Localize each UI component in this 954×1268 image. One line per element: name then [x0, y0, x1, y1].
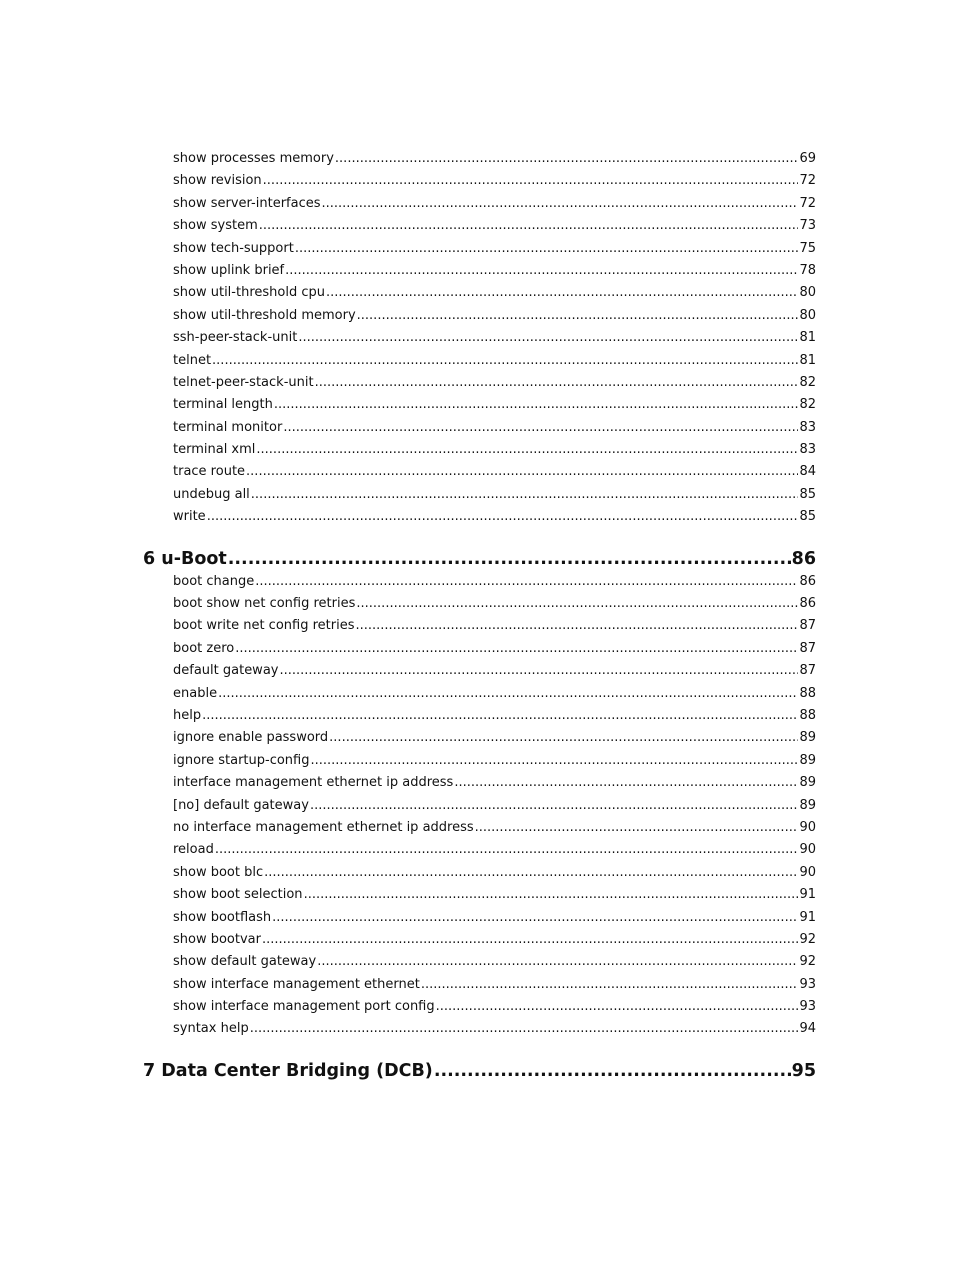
toc-entry-title: undebug all — [173, 486, 250, 502]
dot-leader — [335, 148, 799, 170]
toc-entry-title: show revision — [173, 173, 262, 189]
toc-entry-title: telnet — [173, 352, 212, 368]
toc-entry-title: show tech-support — [173, 240, 294, 256]
toc-entry-row[interactable] — [143, 862, 816, 884]
toc-entry-row[interactable] — [143, 327, 816, 349]
toc-entry-row[interactable] — [143, 996, 816, 1018]
toc-entry-title: show bootvar — [173, 931, 261, 947]
toc-entry-title: terminal monitor — [173, 419, 283, 435]
toc-entry-page-number: 83 — [799, 442, 816, 458]
dot-leader — [264, 862, 798, 884]
dot-leader — [283, 417, 798, 439]
table-of-contents — [143, 148, 816, 1083]
toc-entry-title: ignore startup-config — [173, 752, 310, 768]
toc-entry-page-number: 88 — [799, 707, 816, 723]
toc-chapter-title: 6 u-Boot — [143, 548, 227, 569]
toc-entry-row[interactable] — [143, 660, 816, 682]
toc-entry-page-number: 90 — [799, 842, 816, 858]
toc-entry-title: boot write net config retries — [173, 618, 355, 634]
toc-entry-title: show util-threshold cpu — [173, 285, 325, 301]
toc-entry-page-number: 94 — [799, 1021, 816, 1037]
toc-entry-row[interactable] — [143, 705, 816, 727]
toc-entry-title: show interface management port config — [173, 999, 435, 1015]
toc-entry-page-number: 87 — [799, 663, 816, 679]
toc-entry-page-number: 80 — [799, 307, 816, 323]
dot-leader — [434, 1059, 791, 1083]
toc-entry-title: enable — [173, 685, 218, 701]
dot-leader — [317, 951, 798, 973]
toc-entry-row[interactable] — [143, 974, 816, 996]
toc-entry-page-number: 80 — [799, 285, 816, 301]
toc-entry-page-number: 90 — [799, 864, 816, 880]
dot-leader — [262, 929, 798, 951]
dot-leader — [310, 795, 799, 817]
toc-entry-page-number: 93 — [799, 976, 816, 992]
dot-leader — [212, 350, 798, 372]
dot-leader — [255, 571, 798, 593]
dot-leader — [246, 461, 798, 483]
toc-entry-title: boot show net config retries — [173, 596, 356, 612]
toc-entry-title: boot zero — [173, 640, 235, 656]
toc-entry-title: show processes memory — [173, 151, 334, 166]
dot-leader — [295, 238, 799, 260]
toc-entry-page-number: 89 — [799, 775, 816, 791]
toc-entry-page-number: 72 — [799, 173, 816, 189]
toc-entry-row[interactable] — [143, 260, 816, 282]
toc-entry-row[interactable] — [143, 170, 816, 192]
toc-entry-page-number: 75 — [799, 240, 816, 256]
toc-entry-row[interactable] — [143, 727, 816, 749]
toc-entry-page-number: 85 — [799, 486, 816, 502]
toc-chapter-title: 7 Data Center Bridging (DCB) — [143, 1060, 433, 1081]
toc-chapter-page-number: 95 — [791, 1060, 816, 1081]
toc-entry-title: show default gateway — [173, 954, 317, 970]
dot-leader — [272, 907, 798, 929]
toc-entry-row[interactable] — [143, 907, 816, 929]
dot-leader — [436, 996, 799, 1018]
toc-entry-row[interactable] — [143, 839, 816, 861]
dot-leader — [315, 372, 799, 394]
toc-entry-page-number: 72 — [799, 195, 816, 211]
toc-entry-page-number: 87 — [799, 640, 816, 656]
toc-entry-page-number: 91 — [799, 909, 816, 925]
toc-entry-row[interactable] — [143, 305, 816, 327]
toc-chapter-page-number: 86 — [791, 548, 816, 569]
toc-entry-title: no interface management ethernet ip address — [173, 819, 474, 835]
toc-entry-row[interactable] — [143, 615, 816, 637]
toc-entry-title: show interface management ethernet — [173, 976, 420, 992]
toc-entry-row[interactable] — [143, 282, 816, 304]
dot-leader — [355, 615, 798, 637]
dot-leader — [259, 215, 799, 237]
dot-leader — [251, 484, 799, 506]
toc-entry-row[interactable] — [143, 372, 816, 394]
toc-entry-row[interactable] — [143, 439, 816, 461]
toc-entry-row[interactable] — [143, 884, 816, 906]
toc-entry-row[interactable] — [143, 929, 816, 951]
toc-entry-row[interactable] — [143, 238, 816, 260]
toc-entry-title: telnet-peer-stack-unit — [173, 374, 314, 390]
toc-entry-page-number: 83 — [799, 419, 816, 435]
toc-entry-page-number: 81 — [799, 352, 816, 368]
toc-entry-page-number: 81 — [799, 330, 816, 346]
toc-entry-row[interactable] — [143, 215, 816, 237]
toc-entry-title: show boot selection — [173, 887, 303, 903]
dot-leader — [356, 593, 798, 615]
toc-entry-page-number: 78 — [799, 262, 816, 278]
toc-entry-title: interface management ethernet ip address — [173, 775, 454, 791]
toc-entry-page-number: 92 — [799, 954, 816, 970]
toc-entry-page-number: 85 — [799, 509, 816, 525]
dot-leader — [322, 193, 799, 215]
dot-leader — [304, 884, 799, 906]
toc-entry-page-number: 73 — [799, 218, 816, 234]
toc-entry-title: show server-interfaces — [173, 195, 321, 211]
dot-leader — [329, 727, 798, 749]
toc-entry-page-number: 89 — [799, 797, 816, 813]
dot-leader — [202, 705, 798, 727]
toc-entry-title: trace route — [173, 464, 246, 480]
dot-leader — [274, 394, 799, 416]
toc-entry-page-number: 86 — [799, 596, 816, 612]
dot-leader — [311, 750, 799, 772]
toc-entry-page-number: 92 — [799, 931, 816, 947]
dot-leader — [298, 327, 798, 349]
toc-entry-row[interactable] — [143, 795, 816, 817]
dot-leader — [250, 1018, 799, 1040]
toc-entry-title: terminal length — [173, 397, 273, 413]
toc-entry-page-number: 88 — [799, 685, 816, 701]
dot-leader — [421, 974, 799, 996]
dot-leader — [285, 260, 798, 282]
toc-entry-row[interactable] — [143, 772, 816, 794]
toc-entry-row[interactable] — [143, 951, 816, 973]
toc-entry-title: [no] default gateway — [173, 797, 309, 813]
toc-entry-title: write — [173, 509, 206, 525]
toc-entry-page-number: 84 — [799, 464, 816, 480]
dot-leader — [215, 839, 799, 861]
toc-entry-row[interactable] — [143, 1018, 816, 1040]
dot-leader — [207, 506, 799, 528]
toc-entry-title: show util-threshold memory — [173, 307, 356, 323]
toc-entry-page-number: 82 — [799, 397, 816, 413]
toc-entry-row[interactable] — [143, 461, 816, 483]
toc-chapter-row[interactable] — [143, 547, 816, 571]
dot-leader — [279, 660, 798, 682]
toc-entry-title: show boot blc — [173, 864, 264, 880]
toc-entry-title: help — [173, 707, 202, 723]
toc-chapter-row[interactable] — [143, 1059, 816, 1083]
toc-entry-page-number: 89 — [799, 752, 816, 768]
toc-entry-row[interactable] — [143, 817, 816, 839]
toc-entry-row[interactable] — [143, 148, 816, 170]
toc-entry-title: show system — [173, 218, 258, 234]
dot-leader — [218, 683, 798, 705]
toc-entry-title: reload — [173, 842, 214, 858]
toc-entry-page-number: 87 — [799, 618, 816, 634]
dot-leader — [228, 547, 791, 571]
dot-leader — [357, 305, 799, 327]
toc-entry-row[interactable] — [143, 193, 816, 215]
dot-leader — [326, 282, 798, 304]
toc-entry-title: ignore enable password — [173, 730, 329, 746]
toc-entry-page-number: 86 — [799, 573, 816, 589]
toc-entry-title: boot change — [173, 573, 255, 589]
toc-entry-row[interactable] — [143, 683, 816, 705]
dot-leader — [454, 772, 798, 794]
toc-entry-title: default gateway — [173, 663, 279, 679]
toc-entry-title: show uplink brief — [173, 262, 285, 278]
toc-entry-row[interactable] — [143, 394, 816, 416]
toc-entry-title: syntax help — [173, 1021, 249, 1037]
toc-entry-page-number: 89 — [799, 730, 816, 746]
dot-leader — [263, 170, 799, 192]
toc-entry-row[interactable] — [143, 350, 816, 372]
toc-entry-title: show bootflash — [173, 909, 272, 925]
dot-leader — [235, 638, 798, 660]
toc-entry-page-number: 90 — [799, 819, 816, 835]
toc-entry-row[interactable] — [143, 593, 816, 615]
toc-entry-page-number: 93 — [799, 999, 816, 1015]
toc-entry-page-number: 82 — [799, 374, 816, 390]
toc-entry-row[interactable] — [143, 484, 816, 506]
toc-entry-title: terminal xml — [173, 442, 256, 458]
dot-leader — [475, 817, 799, 839]
toc-entry-row[interactable] — [143, 638, 816, 660]
toc-entry-page-number: 69 — [799, 151, 816, 166]
toc-entry-row[interactable] — [143, 506, 816, 528]
toc-entry-row[interactable] — [143, 750, 816, 772]
toc-entry-row[interactable] — [143, 417, 816, 439]
toc-entry-title: ssh-peer-stack-unit — [173, 330, 298, 346]
dot-leader — [256, 439, 798, 461]
toc-entry-row[interactable] — [143, 571, 816, 593]
toc-entry-page-number: 91 — [799, 887, 816, 903]
